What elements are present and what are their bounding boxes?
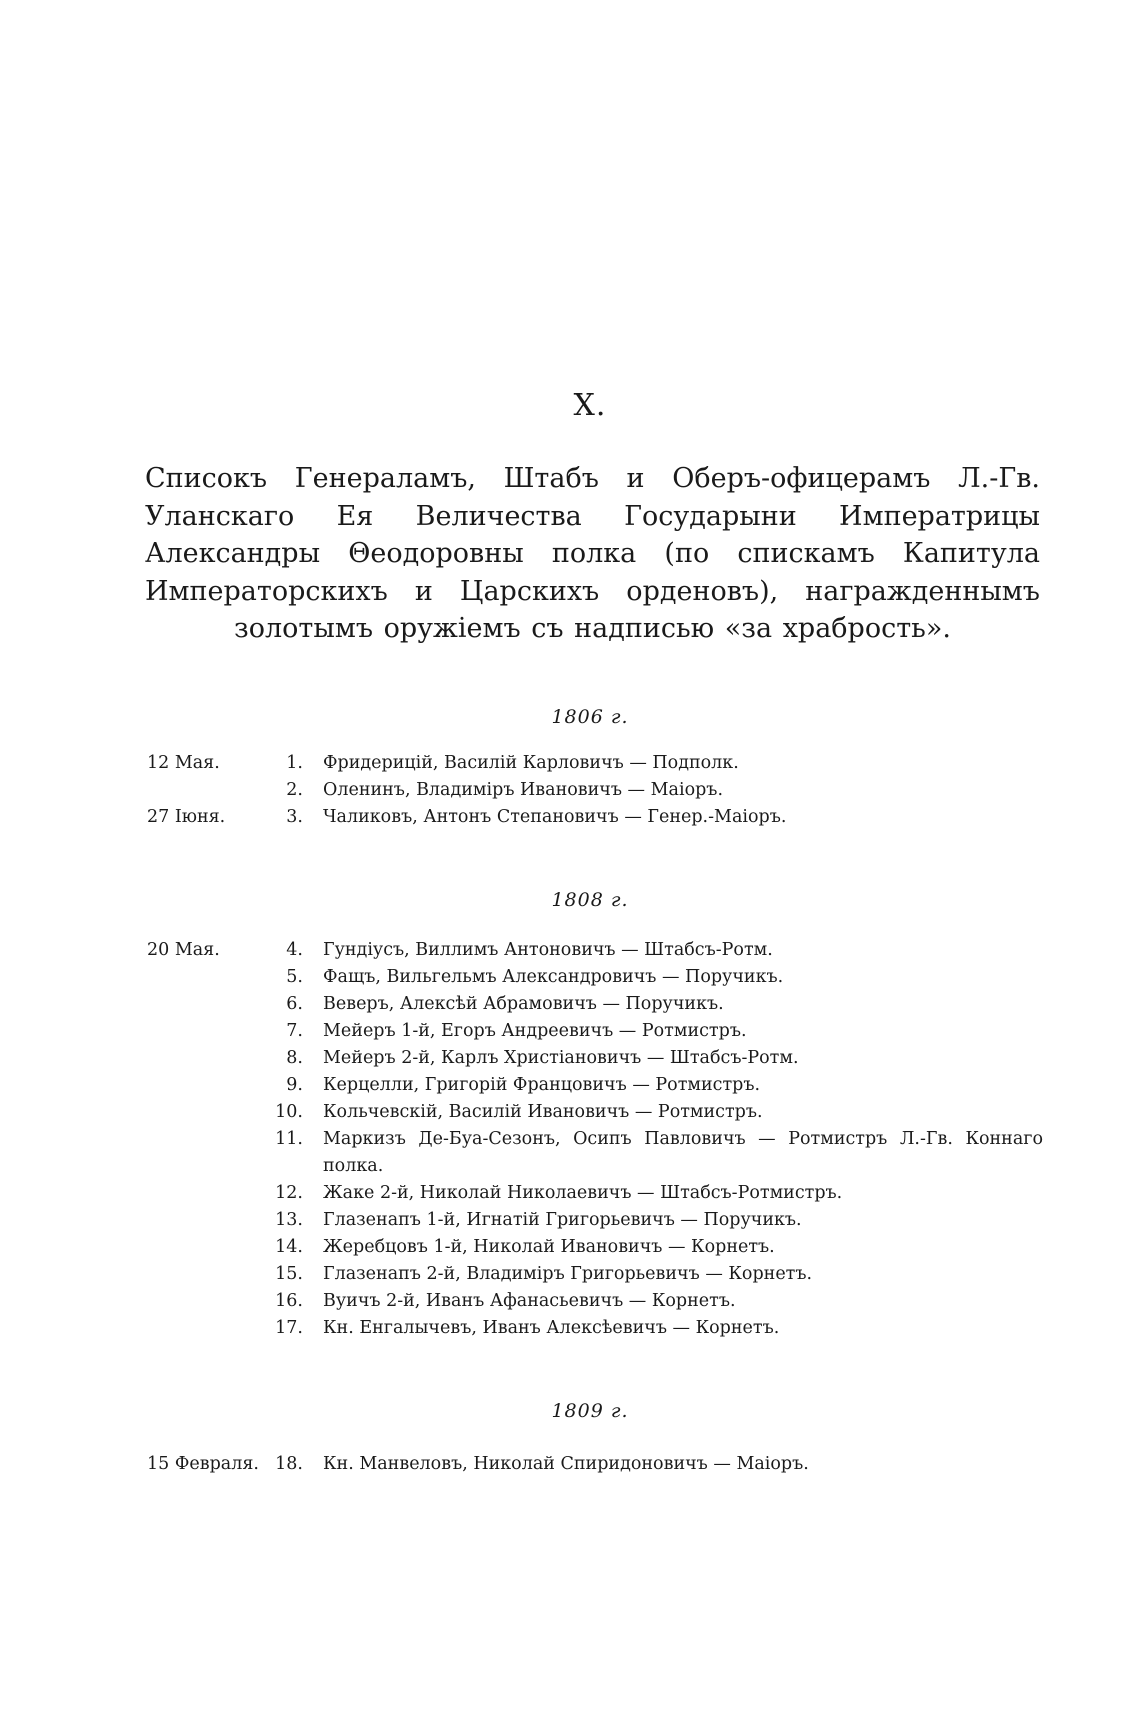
- entry-number: 11.: [275, 1129, 303, 1149]
- entry-text: Мейеръ 2-й, Карлъ Христіановичъ — Штабсъ-Ротм.: [323, 1048, 799, 1068]
- entry-text: Кн. Манвеловъ, Николай Спиридоновичъ — Маіоръ.: [323, 1454, 809, 1474]
- entry-number: 7.: [286, 1021, 303, 1041]
- entry-number: 14.: [275, 1237, 303, 1257]
- entry-number: 6.: [286, 994, 303, 1014]
- entry-text: Чаликовъ, Антонъ Степановичъ — Генер.-Маіоръ.: [323, 807, 787, 827]
- entry-text: Кольчевскій, Василій Ивановичъ — Ротмистръ.: [323, 1102, 763, 1122]
- year-heading-1806: 1806 г.: [551, 706, 629, 728]
- entry-text: Фащъ, Вильгельмъ Александровичъ — Поручикъ.: [323, 967, 784, 987]
- entry-text: Глазенапъ 1-й, Игнатій Григорьевичъ — Поручикъ.: [323, 1210, 802, 1230]
- entry-number: 9.: [286, 1075, 303, 1095]
- entry-text: Глазенапъ 2-й, Владиміръ Григорьевичъ — Корнетъ.: [323, 1264, 813, 1284]
- entry-text: Жаке 2-й, Николай Николаевичъ — Штабсъ-Ротмистръ.: [323, 1183, 843, 1203]
- entry-number: 13.: [275, 1210, 303, 1230]
- entry-text: Маркизъ Де-Буа-Сезонъ, Осипъ Павловичъ — Ротмистръ Л.-Гв. Коннаго полка.: [323, 1129, 1043, 1176]
- entry-number: 10.: [275, 1102, 303, 1122]
- year-heading-1809: 1809 г.: [551, 1400, 629, 1422]
- entry-text: Мейеръ 1-й, Егоръ Андреевичъ — Ротмистръ.: [323, 1021, 747, 1041]
- page-title: Списокъ Генераламъ, Штабъ и Оберъ-офицерамъ Л.-Гв. Уланскаго Ея Величества Государыни Императрицы Александры Θеодоровны полка (по спискамъ Капитула Императорскихъ и Царскихъ орденовъ), награжденнымъ золотымъ оружіемъ съ надписью «за храбрость».: [145, 463, 1040, 644]
- entry-text: Кн. Енгалычевъ, Иванъ Алексѣевичъ — Корнетъ.: [323, 1318, 780, 1338]
- entry-number: 3.: [286, 807, 303, 827]
- entry-number: 1.: [286, 753, 303, 773]
- entry-text: Вуичъ 2-й, Иванъ Афанасьевичъ — Корнетъ.: [323, 1291, 736, 1311]
- entry-text: Гундіусъ, Виллимъ Антоновичъ — Штабсъ-Ротм.: [323, 940, 773, 960]
- entry-number: 16.: [275, 1291, 303, 1311]
- entry-number: 18.: [275, 1454, 303, 1474]
- entry-number: 15.: [275, 1264, 303, 1284]
- entry-text: Фридерицій, Василій Карловичъ — Подполк.: [323, 753, 739, 773]
- entry-text: Оленинъ, Владиміръ Ивановичъ — Маіоръ.: [323, 780, 724, 800]
- entry-date: 12 Мая.: [147, 753, 220, 773]
- entry-date: 27 Іюня.: [147, 807, 226, 827]
- entry-date: 15 Февраля.: [147, 1454, 259, 1474]
- year-heading-1808: 1808 г.: [551, 889, 629, 911]
- entry-date: 20 Мая.: [147, 940, 220, 960]
- entry-number: 12.: [275, 1183, 303, 1203]
- entry-text: Жеребцовъ 1-й, Николай Ивановичъ — Корнетъ.: [323, 1237, 775, 1257]
- entry-number: 8.: [286, 1048, 303, 1068]
- entry-number: 17.: [275, 1318, 303, 1338]
- entry-number: 2.: [286, 780, 303, 800]
- entry-number: 5.: [286, 967, 303, 987]
- entry-text: Керцелли, Григорій Францовичъ — Ротмистръ.: [323, 1075, 761, 1095]
- section-number: X.: [573, 388, 607, 423]
- entry-number: 4.: [286, 940, 303, 960]
- entry-text: Веверъ, Алексѣй Абрамовичъ — Поручикъ.: [323, 994, 724, 1014]
